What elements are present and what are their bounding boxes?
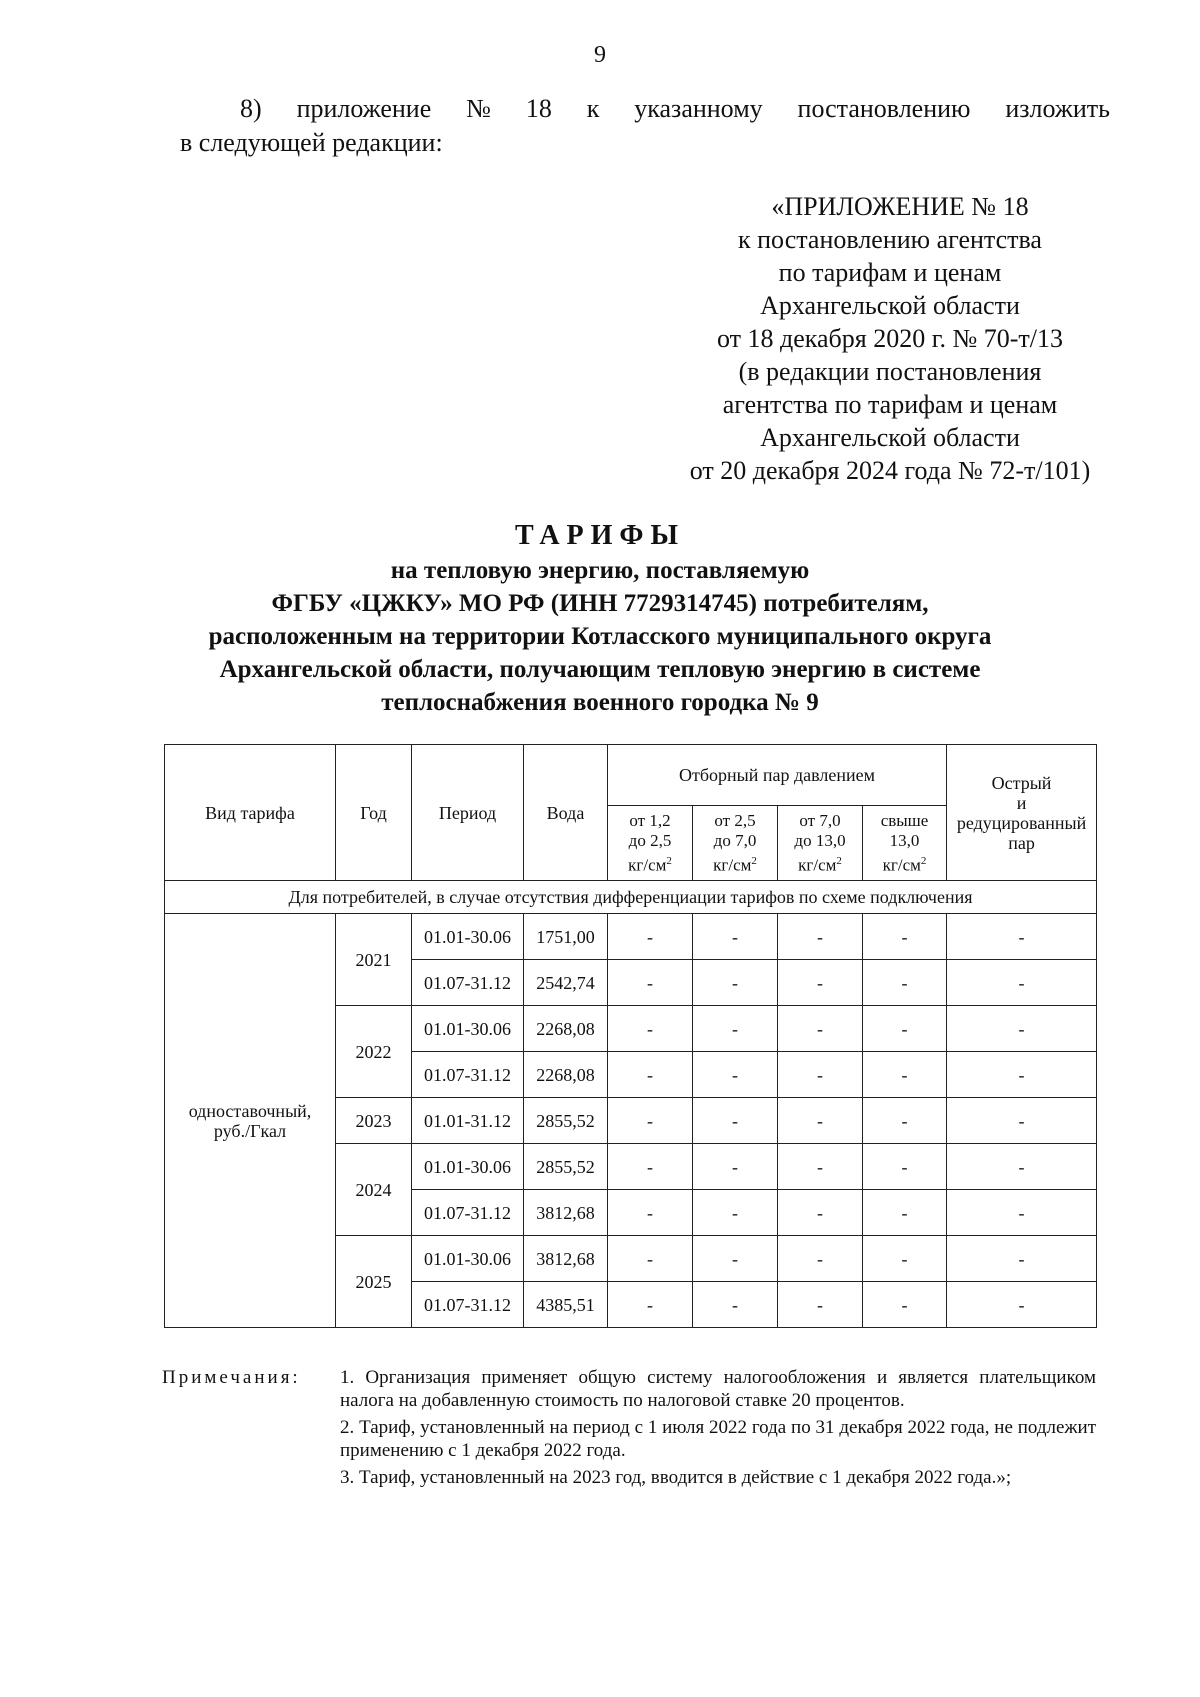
steam-range-from: от 7,0	[799, 810, 841, 830]
period-cell: 01.01-30.06	[412, 914, 524, 960]
period-cell: 01.01-30.06	[412, 1236, 524, 1282]
water-cell: 3812,68	[524, 1190, 608, 1236]
header-row	[165, 745, 1097, 806]
notes-label: Примечания:	[162, 1367, 301, 1388]
steam-2-cell: -	[693, 1052, 778, 1098]
period-cell: 01.01-31.12	[412, 1098, 524, 1144]
col-header-steam-2	[693, 806, 778, 881]
year-cell: 2023	[336, 1098, 412, 1144]
steam-3-cell: -	[778, 1190, 863, 1236]
tariff-type-unit: руб./Гкал	[213, 1120, 287, 1141]
consumer-group-row	[165, 881, 1097, 914]
page-number: 9	[594, 42, 606, 68]
steam-unit	[780, 851, 860, 876]
note-item: 2. Тариф, установленный на период с 1 июля 2022 года по 31 декабря 2022 года, не подлежит применению с 1 декабря 2022 года.	[340, 1417, 1096, 1461]
col-header-steam-3	[778, 806, 863, 881]
col-header-steam-group: Отборный пар давлением	[608, 745, 947, 806]
period-cell: 01.07-31.12	[412, 1052, 524, 1098]
period-cell: 01.07-31.12	[412, 960, 524, 1006]
steam-2-cell: -	[693, 1282, 778, 1328]
sharp-steam-cell: -	[947, 1282, 1097, 1328]
steam-range-to: 13,0	[889, 830, 920, 850]
appendix-line: «ПРИЛОЖЕНИЕ № 18	[771, 192, 1029, 221]
steam-4-cell: -	[863, 1006, 947, 1052]
sharp-steam-cell: -	[947, 960, 1097, 1006]
intro-word: постановлению	[797, 94, 971, 123]
year-cell: 2024	[336, 1144, 412, 1236]
sharp-steam-cell: -	[947, 1190, 1097, 1236]
intro-word: изложить	[1005, 94, 1110, 123]
water-cell: 1751,00	[524, 914, 608, 960]
sharp-steam-cell: -	[947, 1144, 1097, 1190]
water-cell: 2855,52	[524, 1098, 608, 1144]
steam-1-cell: -	[608, 1052, 693, 1098]
steam-range-to: до 13,0	[794, 830, 846, 850]
steam-unit	[865, 851, 944, 876]
unit-exponent: 2	[666, 854, 672, 867]
tariff-type-line: одноставочный,	[188, 1100, 312, 1121]
unit-text: кг/см	[882, 855, 921, 875]
unit-text: кг/см	[628, 855, 667, 875]
col-header-sharp-steam	[947, 745, 1097, 881]
period-cell: 01.01-30.06	[412, 1006, 524, 1052]
intro-word: указанному	[634, 94, 763, 123]
intro-word: 8)	[240, 94, 262, 123]
col-header-year: Год	[336, 745, 412, 881]
year-cell: 2022	[336, 1006, 412, 1098]
steam-4-cell: -	[863, 1236, 947, 1282]
unit-exponent: 2	[836, 854, 842, 867]
steam-4-cell: -	[863, 1144, 947, 1190]
sharp-steam-cell: -	[947, 1098, 1097, 1144]
intro-line-1	[180, 92, 1110, 126]
steam-1-cell: -	[608, 960, 693, 1006]
title-heading: ТАРИФЫ	[515, 520, 685, 551]
sharp-steam-line: пар	[1008, 832, 1035, 853]
appendix-header	[600, 190, 1180, 487]
appendix-line: (в редакции постановления	[738, 357, 1042, 386]
steam-2-cell: -	[693, 914, 778, 960]
steam-2-cell: -	[693, 1236, 778, 1282]
water-cell: 4385,51	[524, 1282, 608, 1328]
steam-range-from: свыше	[880, 810, 929, 830]
steam-2-cell: -	[693, 1006, 778, 1052]
title-line: ФГБУ «ЦЖКУ» МО РФ (ИНН 7729314745) потребителям,	[271, 590, 929, 617]
steam-3-cell: -	[778, 1052, 863, 1098]
steam-4-cell: -	[863, 1282, 947, 1328]
appendix-line: агентства по тарифам и ценам	[722, 390, 1058, 419]
sharp-steam-line: и	[1016, 792, 1027, 813]
steam-unit	[695, 851, 775, 876]
appendix-line: к постановлению агентства	[738, 225, 1042, 254]
steam-range-from: от 1,2	[629, 810, 671, 830]
steam-range-to: до 2,5	[628, 830, 672, 850]
water-cell: 2542,74	[524, 960, 608, 1006]
sharp-steam-cell: -	[947, 1006, 1097, 1052]
steam-3-cell: -	[778, 1282, 863, 1328]
steam-1-cell: -	[608, 914, 693, 960]
steam-2-cell: -	[693, 1144, 778, 1190]
period-cell: 01.07-31.12	[412, 1190, 524, 1236]
steam-4-cell: -	[863, 1098, 947, 1144]
steam-3-cell: -	[778, 960, 863, 1006]
steam-1-cell: -	[608, 1098, 693, 1144]
water-cell: 2855,52	[524, 1144, 608, 1190]
steam-1-cell: -	[608, 1190, 693, 1236]
intro-word: приложение	[296, 94, 432, 123]
steam-1-cell: -	[608, 1006, 693, 1052]
document-title	[0, 518, 1200, 719]
steam-3-cell: -	[778, 1144, 863, 1190]
steam-1-cell: -	[608, 1144, 693, 1190]
appendix-line: от 20 декабря 2024 года № 72-т/101)	[689, 456, 1091, 485]
col-header-period: Период	[412, 745, 524, 881]
sharp-steam-cell: -	[947, 1236, 1097, 1282]
col-header-steam-4	[863, 806, 947, 881]
steam-4-cell: -	[863, 1190, 947, 1236]
title-line: теплоснабжения военного городка № 9	[381, 689, 819, 716]
steam-unit	[610, 851, 690, 876]
steam-3-cell: -	[778, 914, 863, 960]
water-cell: 2268,08	[524, 1006, 608, 1052]
title-line: на тепловую энергию, поставляемую	[390, 557, 810, 584]
note-item: 3. Тариф, установленный на 2023 год, вводится в действие с 1 декабря 2022 года.»;	[340, 1467, 1012, 1488]
tariffs-table	[164, 744, 1097, 1328]
year-cell: 2021	[336, 914, 412, 1006]
steam-4-cell: -	[863, 960, 947, 1006]
steam-2-cell: -	[693, 1098, 778, 1144]
steam-1-cell: -	[608, 1282, 693, 1328]
title-line: Архангельской области, получающим тепловую энергию в системе	[219, 656, 981, 683]
col-header-steam-1	[608, 806, 693, 881]
intro-line-2: в следующей редакции:	[180, 128, 443, 157]
year-cell: 2025	[336, 1236, 412, 1328]
intro-paragraph	[180, 92, 1110, 160]
col-header-water: Вода	[524, 745, 608, 881]
steam-range-from: от 2,5	[714, 810, 756, 830]
appendix-line: по тарифам и ценам	[778, 258, 1002, 287]
water-cell: 2268,08	[524, 1052, 608, 1098]
unit-text: кг/см	[798, 855, 837, 875]
steam-range-to: до 7,0	[713, 830, 757, 850]
intro-word: №	[466, 94, 491, 123]
col-header-tariff-type: Вид тарифа	[165, 745, 336, 881]
title-line: расположенным на территории Котласского муниципального округа	[208, 623, 992, 650]
steam-3-cell: -	[778, 1236, 863, 1282]
intro-word: 18	[525, 94, 552, 123]
sharp-steam-line: редуцированный	[956, 812, 1087, 833]
water-cell: 3812,68	[524, 1236, 608, 1282]
sharp-steam-line: Острый	[991, 772, 1052, 793]
steam-4-cell: -	[863, 1052, 947, 1098]
period-cell: 01.07-31.12	[412, 1282, 524, 1328]
sharp-steam-cell: -	[947, 1052, 1097, 1098]
appendix-line: Архангельской области	[760, 423, 1020, 452]
sharp-steam-cell: -	[947, 914, 1097, 960]
steam-4-cell: -	[863, 914, 947, 960]
unit-exponent: 2	[751, 854, 757, 867]
table-row	[165, 914, 1097, 960]
steam-3-cell: -	[778, 1098, 863, 1144]
unit-text: кг/см	[713, 855, 752, 875]
consumer-group-label: Для потребителей, в случае отсутствия дифференциации тарифов по схеме подключения	[165, 881, 1097, 914]
unit-exponent: 2	[920, 854, 927, 867]
steam-1-cell: -	[608, 1236, 693, 1282]
steam-2-cell: -	[693, 960, 778, 1006]
steam-2-cell: -	[693, 1190, 778, 1236]
notes-list	[340, 1366, 1096, 1493]
appendix-line: Архангельской области	[760, 291, 1020, 320]
note-item: 1. Организация применяет общую систему налогообложения и является плательщиком налога на добавленную стоимость по налоговой ставке 20 процентов.	[340, 1367, 1096, 1411]
period-cell: 01.01-30.06	[412, 1144, 524, 1190]
tariff-type-cell	[165, 914, 336, 1328]
steam-3-cell: -	[778, 1006, 863, 1052]
intro-word: к	[586, 94, 600, 123]
appendix-line: от 18 декабря 2020 г. № 70-т/13	[716, 324, 1064, 353]
